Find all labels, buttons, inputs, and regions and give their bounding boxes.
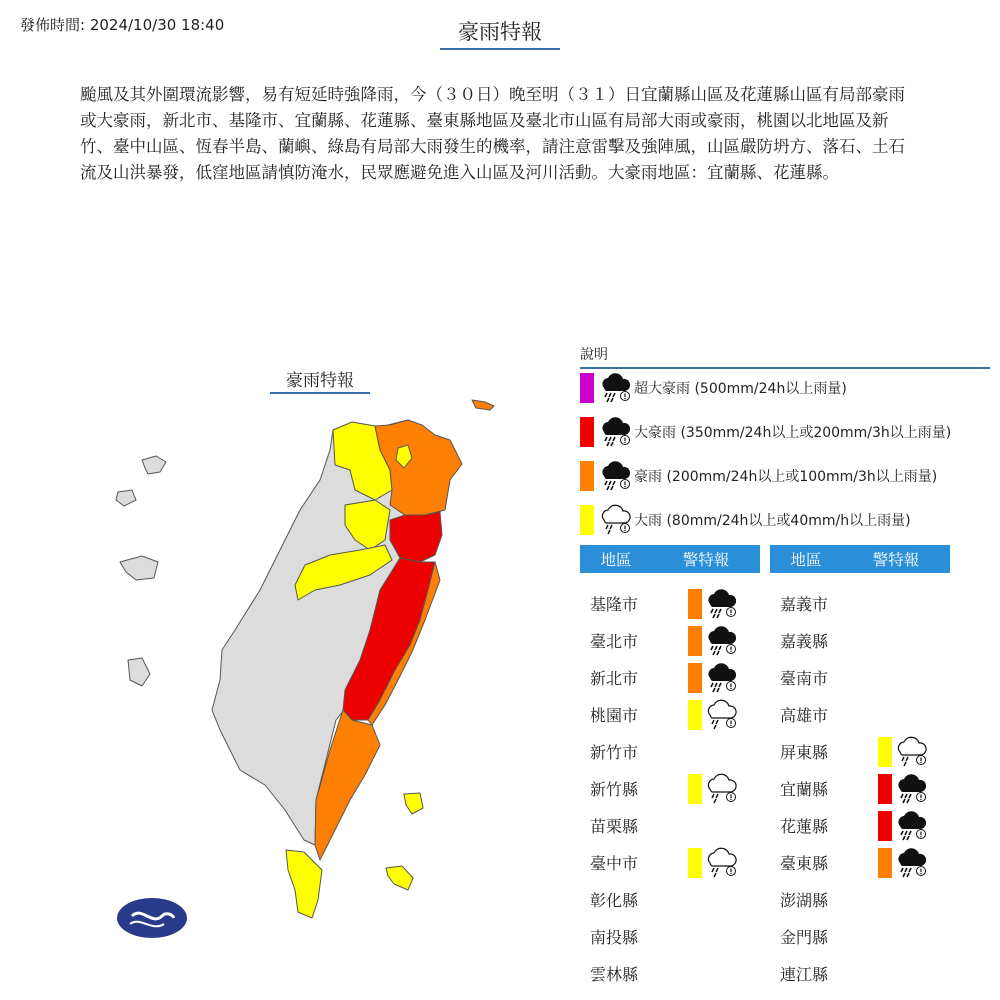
rain-icon [598,504,632,536]
region-name: 新北市 [590,669,639,688]
table-row [580,696,738,733]
table-row [770,585,878,622]
warning-level-bar [878,737,892,767]
heavy-rain-icon [894,810,928,842]
map-island-orchid [386,866,413,890]
table-row [770,844,928,881]
legend-swatch [580,417,594,447]
page-title: 豪雨特報 [440,16,560,50]
map-island-penghu [128,658,150,686]
warning-level-bar [688,663,702,693]
table-row [580,881,688,918]
region-name: 屏東縣 [780,743,829,762]
map-island-matsu [142,456,166,474]
table-row [770,696,878,733]
warning-level-bar [878,811,892,841]
region-name: 臺南市 [780,669,829,688]
header-region: 地區 [600,551,632,569]
table-row [580,585,738,622]
table-row [580,807,688,844]
map-title: 豪雨特報 [270,366,370,394]
warning-level-bar [878,848,892,878]
table-row [770,807,928,844]
warning-level-bar [688,774,702,804]
region-name: 基隆市 [590,595,639,614]
header-region: 地區 [790,551,822,569]
heavy-rain-icon [598,460,632,492]
region-name: 苗栗縣 [590,817,639,836]
taiwan-warning-map [90,390,510,950]
table-row [580,955,688,992]
heavy-rain-icon [704,625,738,657]
legend-swatch [580,373,594,403]
header-warning: 警特報 [682,551,730,569]
heavy-rain-icon [598,416,632,448]
table-header-right [770,545,950,573]
region-name: 嘉義市 [780,595,829,614]
region-name: 宜蘭縣 [780,780,829,799]
rain-icon [704,847,738,879]
warning-level-bar [688,848,702,878]
region-name: 臺中市 [590,854,639,873]
region-name: 彰化縣 [590,891,639,910]
legend-title: 說明 [580,344,990,369]
table-row [580,733,688,770]
table-row [770,659,878,696]
region-name: 臺北市 [590,632,639,651]
region-name: 澎湖縣 [780,891,829,910]
heavy-rain-icon [894,847,928,879]
region-name: 花蓮縣 [780,817,829,836]
legend-label: 大雨 (80mm/24h以上或40mm/h以上雨量) [634,513,911,529]
map-island-kinmen [120,556,158,580]
warning-level-bar [878,774,892,804]
table-row [580,770,738,807]
table-row [770,918,878,955]
table-row [580,844,738,881]
region-name: 南投縣 [590,928,639,947]
table-row [580,918,688,955]
region-name: 桃園市 [590,706,639,725]
warning-description: 颱風及其外圍環流影響，易有短延時強降雨，今（３０日）晚至明（３１）日宜蘭縣山區及花蓮縣山區有局部豪雨或大豪雨，新北市、基隆市、宜蘭縣、花蓮縣、臺東縣地區及臺北市山區有局部大雨或豪雨，桃園以北地區及新竹、臺中山區、恆春半島、蘭嶼、綠島有局部大雨發生的機率，請注意雷擊及強陣風，山區嚴防坍方、落石、土石流及山洪暴發，低窪地區請慎防淹水，民眾應避免進入山區及河川活動。大豪雨地區：宜蘭縣、花蓮縣。 [80,85,905,182]
rain-icon [704,699,738,731]
warning-level-bar [688,589,702,619]
table-row [770,955,878,992]
region-name: 嘉義縣 [780,632,829,651]
legend-item-heavy [580,504,911,536]
map-island-keelung [472,400,494,410]
heavy-rain-icon [894,773,928,805]
issue-time: 發佈時間: 2024/10/30 18:40 [20,16,225,34]
map-region-yilan [390,512,442,562]
table-header-left [580,545,760,573]
table-row [580,622,738,659]
map-island-matsu2 [116,490,136,506]
map-region-pingtung [286,850,322,918]
region-name: 高雄市 [780,706,829,725]
cwa-logo [117,898,187,938]
heavy-rain-icon [704,588,738,620]
rain-icon [704,773,738,805]
legend-label: 大豪雨 (350mm/24h以上或200mm/3h以上雨量) [634,425,952,441]
table-row [770,770,928,807]
rain-icon [894,736,928,768]
legend-label: 豪雨 (200mm/24h以上或100mm/3h以上雨量) [634,469,938,485]
region-name: 臺東縣 [780,854,829,873]
legend-swatch [580,505,594,535]
legend-item-extreme [580,416,951,448]
heavy-rain-icon [704,662,738,694]
region-name: 金門縣 [780,928,829,947]
header-warning: 警特報 [872,551,920,569]
heavy-rain-icon [598,372,632,404]
region-name: 雲林縣 [590,965,639,984]
table-row [770,881,878,918]
legend-item-super [580,372,847,404]
table-row [770,733,928,770]
region-name: 連江縣 [780,965,829,984]
region-name: 新竹縣 [590,780,639,799]
warning-level-bar [688,700,702,730]
region-name: 新竹市 [590,743,639,762]
legend-label: 超大豪雨 (500mm/24h以上雨量) [634,381,847,397]
map-island-green [404,793,423,814]
table-row [580,659,738,696]
legend-swatch [580,461,594,491]
table-row [770,622,878,659]
legend-item-torrential [580,460,937,492]
warning-level-bar [688,626,702,656]
